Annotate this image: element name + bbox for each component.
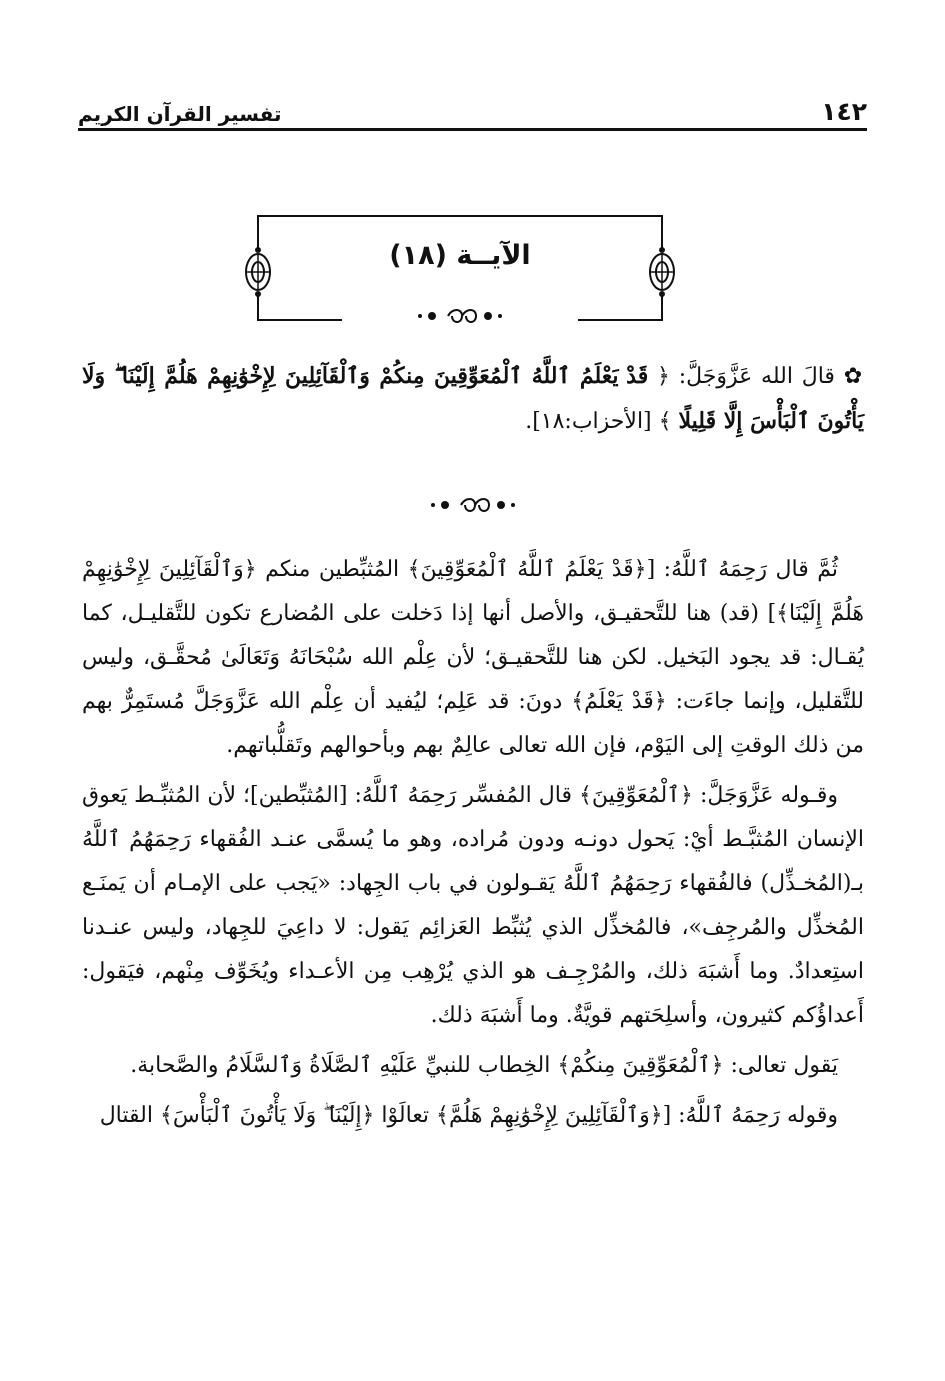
verse-citation: ﴾ [الأحزاب:١٨]. <box>525 409 672 434</box>
page-number: ١٤٢ <box>821 97 867 126</box>
book-title: تفسير القرآن الكريم <box>78 102 282 126</box>
dots-ornament-icon <box>418 310 502 322</box>
commentary-paragraph-4: وقوله رَحِمَهُ ٱللَّهُ: [﴿وَٱلْقَآئِلِينَ لِإِخْوَٰنِهِمْ هَلُمَّ﴾ تعالَوْا ﴿إِلَيْنَا ۖ وَلَا يَأْتُونَ ٱلْبَأْسَ﴾ القتال <box>99 1103 838 1128</box>
header-rule <box>78 128 867 131</box>
commentary-paragraph-2: وقـوله عَزَّوَجَلَّ: ﴿ٱلْمُعَوِّقِينَ﴾ قال المُفسِّر رَحِمَهُ ٱللَّهُ: [المُثبِّطين]؛ لأن المُثبِّـط يَعوق الإنسان المُثبَّـط أيْ: يَحول دونـه ودون مُراده، وهو ما يُسمَّى عنـد الفُقهاء رَحِمَهُمُ ٱللَّهُ بـ(المُخـذِّل) فالفُقهاء رَحِمَهُمُ ٱللَّهُ يَقـولون في باب الجِهاد: «يَجب على الإمـام أن يَمنَـع المُخذِّل والمُرجِف»، فالمُخذِّل الذي يُثبِّط العَزائِم يَقول: لا داعِيَ للجِهاد، وليس عنـدنا استِعدادٌ. وما أَشبَهَ ذلك، والمُرْجِـف هو الذي يُرْهِب مِن الأعـداء ويُخَوِّف مِنْهم، فيَقول: أَعداؤُكم كثيرون، وأسلِحَتهم قويَّةٌ. وما أَشبَهَ ذلك. <box>82 783 864 1028</box>
verse-heading-frame <box>240 212 680 332</box>
verse-paragraph <box>82 354 864 444</box>
flower-icon: ✿ <box>834 364 864 389</box>
frame-border-ornament <box>240 212 680 332</box>
commentary-body <box>82 548 864 1138</box>
page-header <box>78 88 867 124</box>
commentary-paragraph-1: ثُمَّ قال رَحِمَهُ ٱللَّهُ: [﴿قَدْ يَعْلَمُ ٱللَّهُ ٱلْمُعَوِّقِينَ﴾ المُثبِّطين منكم ﴿وَٱلْقَآئِلِينَ لِإِخْوَٰنِهِمْ هَلُمَّ إِلَيْنَا﴾] (قد) هنا للتَّحقيـق، والأصل أنها إذا دَخلت على المُضارع تكون للتَّقليـل، كما يُقـال: قد يجود البَخيل. لكن هنا للتَّحقيـق؛ لأن عِلْم الله سُبْحَانَهُ وَتَعَالَىٰ مُحقَّـق، وليس للتَّقليل، وإنما جاءَت: ﴿قَدْ يَعْلَمُ﴾ دونَ: قد عَلِم؛ ليُفيد أن عِلْم الله عَزَّوَجَلَّ مُستَمِرٌّ بهم من ذلك الوقتِ إلى اليَوْم، فإن الله تعالى عالِمٌ بهم وبأحوالهم وتَقلُّباتهم. <box>82 557 864 758</box>
verse-heading: الآيــة (١٨) <box>389 240 531 271</box>
dots-separator-icon <box>423 490 523 520</box>
verse-intro: قالَ الله عَزَّوَجَلَّ: ﴿ <box>657 364 835 389</box>
section-separator <box>0 490 945 524</box>
verse-text: قَدْ يَعْلَمُ ٱللَّهُ ٱلْمُعَوِّقِينَ مِنكُمْ وَٱلْقَآئِلِينَ لِإِخْوَٰنِهِمْ هَلُمَّ إِلَيْنَا ۖ وَلَا يَأْتُونَ ٱلْبَأْسَ إِلَّا قَلِيلًا <box>82 363 864 434</box>
commentary-paragraph-3: يَقول تعالى: ﴿ٱلْمُعَوِّقِينَ مِنكُمْ﴾ الخِطاب للنبيِّ عَلَيْهِ ٱلصَّلَاةُ وَٱلسَّلَامُ والصَّحابة. <box>130 1053 838 1078</box>
